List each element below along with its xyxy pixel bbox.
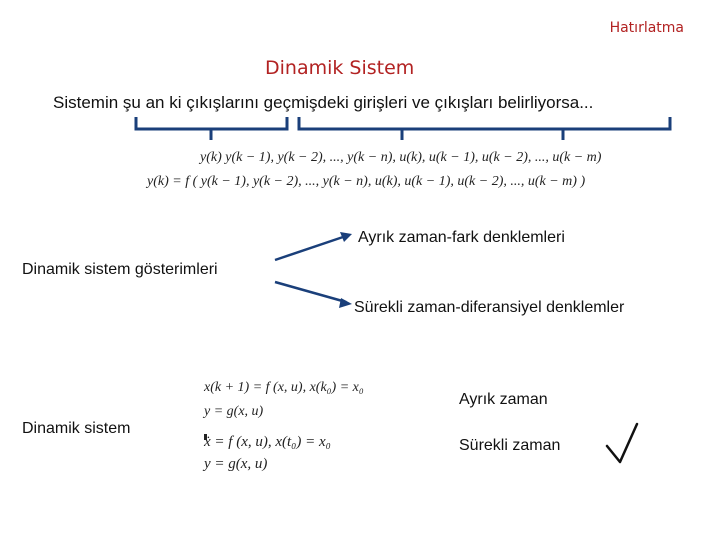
system-label: Dinamik sistem: [22, 420, 131, 437]
discrete-label: Ayrık zaman: [459, 391, 548, 408]
corner-label: Hatırlatma: [609, 20, 684, 36]
brace-current-outputs: [136, 117, 287, 129]
brace-past-signals: [299, 117, 670, 129]
representations-root: Dinamik sistem gösterimleri: [22, 261, 218, 278]
equation-dependency: y(k) y(k − 1), y(k − 2), ..., y(k − n), u(k), u(k − 1), u(k − 2), ..., u(k − m): [200, 150, 602, 165]
arrow-to-continuous: [275, 282, 346, 302]
arrow-to-discrete: [275, 236, 346, 260]
equation-function: y(k) = f ( y(k − 1), y(k − 2), ..., y(k − n), u(k), u(k − 1), u(k − 2), ..., u(k − m) ): [147, 174, 586, 189]
branch-discrete: Ayrık zaman-fark denklemleri: [358, 229, 565, 246]
discrete-state-equation: x(k + 1) = f (x, u), x(k₀) = x₀: [204, 380, 364, 395]
discrete-output-equation: y = g(x, u): [204, 404, 264, 419]
slide-title: Dinamik Sistem: [265, 57, 415, 79]
arrow-head-continuous: [339, 298, 352, 308]
intro-sentence: Sistemin şu an ki çıkışlarını geçmişdeki girişleri ve çıkışları belirliyorsa...: [53, 93, 594, 112]
continuous-output-equation: y = g(x, u): [204, 456, 268, 472]
continuous-state-equation: ẋ = f (x, u), x(t₀) = x₀: [204, 434, 331, 450]
continuous-label: Sürekli zaman: [459, 437, 561, 454]
branch-continuous: Sürekli zaman-diferansiyel denklemler: [354, 299, 625, 316]
checkmark-icon: [607, 424, 637, 462]
